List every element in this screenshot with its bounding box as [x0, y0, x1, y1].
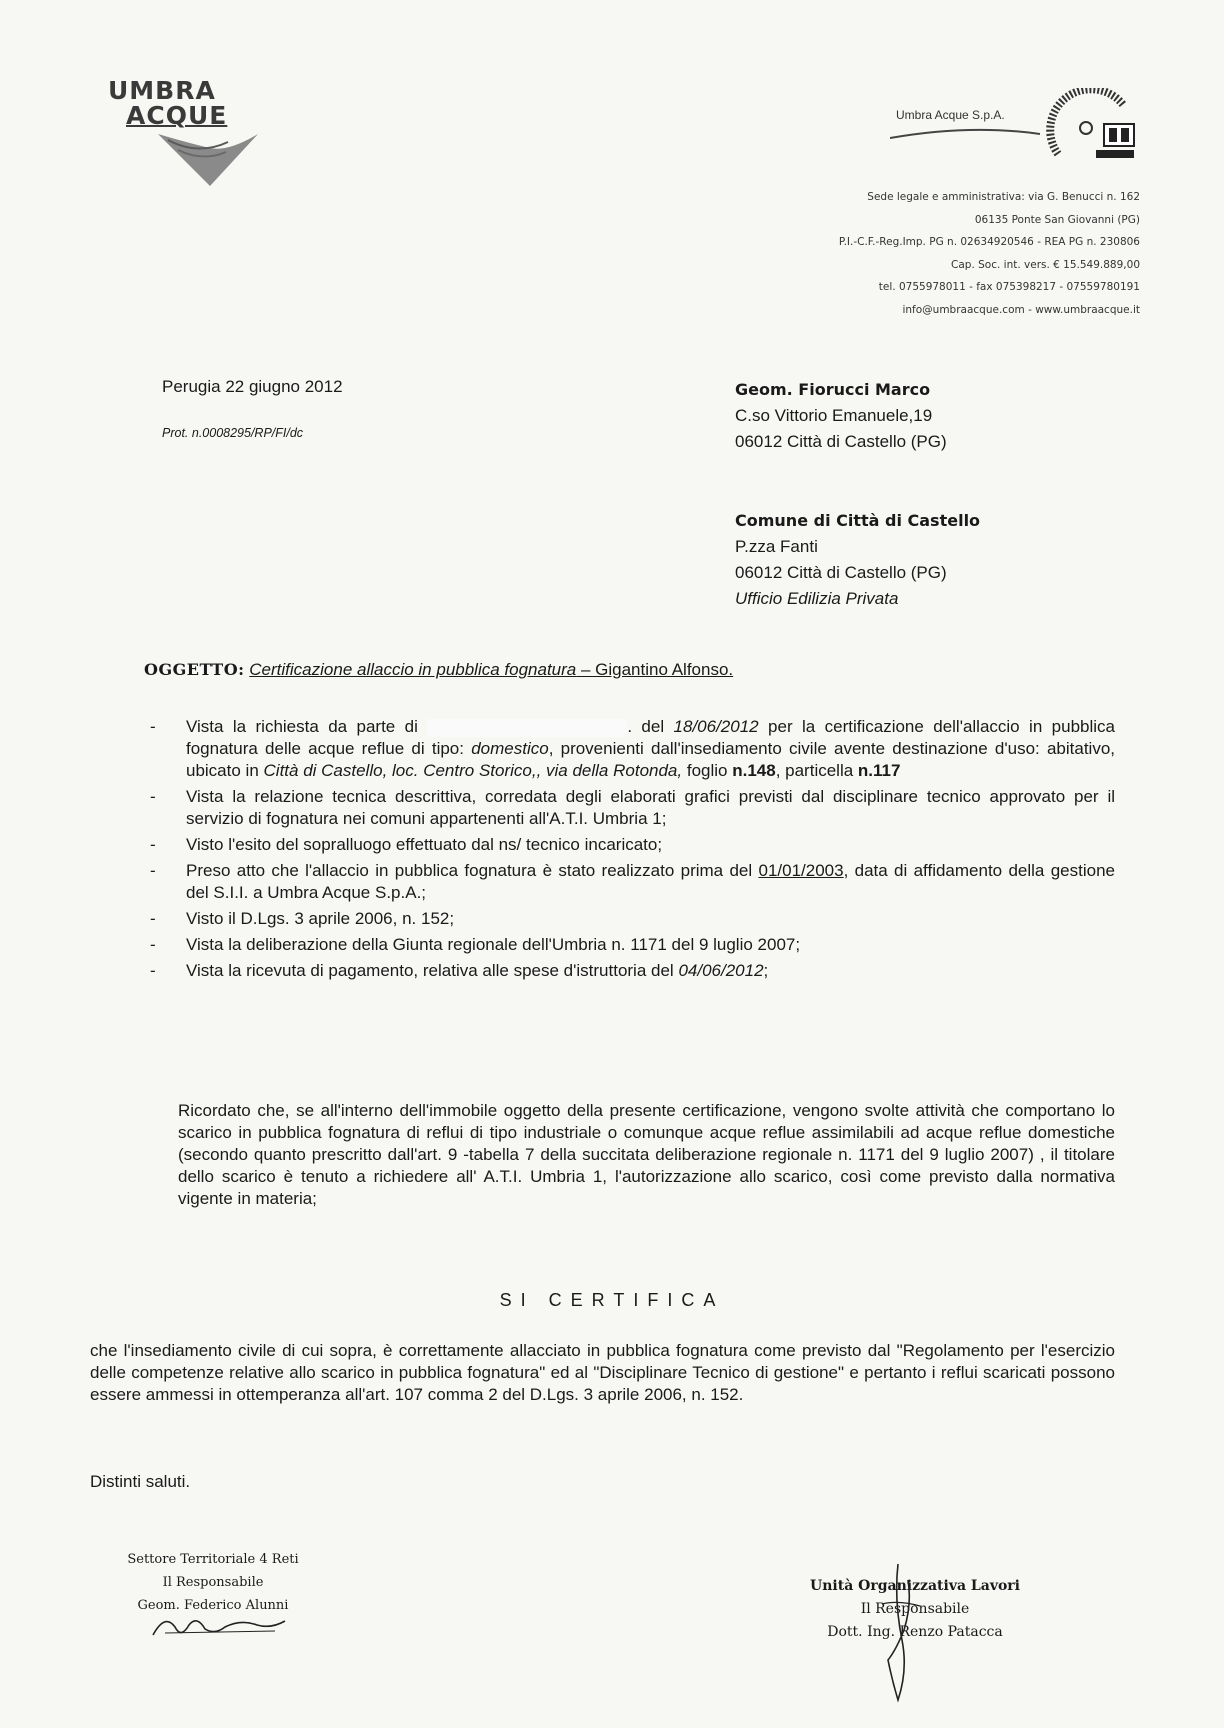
signature-role: Il Responsabile — [162, 1575, 264, 1590]
item-text: Vista la deliberazione della Giunta regionale dell'Umbria n. 1171 del 9 luglio 2007; — [186, 935, 801, 954]
item-text: Vista la richiesta da parte di — [186, 717, 418, 736]
item-text: Visto il D.Lgs. 3 aprile 2006, n. 152; — [186, 909, 455, 928]
request-date: 18/06/2012 — [673, 717, 759, 736]
signature-name: Dott. Ing. Renzo Patacca — [827, 1624, 1003, 1640]
address-line: P.I.-C.F.-Reg.Imp. PG n. 02634920546 - REA PG n. 230806 — [838, 236, 1140, 248]
recipient-city: 06012 Città di Castello (PG) — [735, 563, 947, 582]
subject-name: – Gigantino Alfonso. — [576, 660, 734, 679]
company-address — [839, 186, 1140, 321]
handwritten-signature-left — [145, 1605, 295, 1645]
waste-type: domestico — [471, 739, 549, 758]
subject-text: Certificazione allaccio in pubblica fognatura — [249, 660, 577, 679]
certification-paragraph: che l'insediamento civile di cui sopra, è correttamente allacciato in pubblica fognatura come previsto dal "Regolamento per l'esercizio delle competenze relative allo scarico in pubblica fognatura" ed al "Disciplinare Tecnico di gestione" e pertanto i reflui scaricati possono essere ammessi in ottemperanza all'art. 107 comma 2 del D.Lgs. 3 aprile 2006, n. 152. — [90, 1341, 1115, 1404]
address-line: Cap. Soc. int. vers. € 15.549.889,00 — [951, 258, 1140, 271]
address-line: info@umbraacque.com - www.umbraacque.it — [902, 303, 1140, 316]
ricordato-paragraph: Ricordato che, se all'interno dell'immobile oggetto della presente certificazione, vengono svolte attività che comportano lo scarico in pubblica fognatura di reflui di tipo industriale o comunque acque reflue assimilabili ad acque reflue domestiche (secondo quanto prescritto dall'art. 9 -tabella 7 della succitata deliberazione regionale n. 1171 del 9 luglio 2007) , il titolare dello scarico è tenuto a richiedere all' A.T.I. Umbria 1, l'autorizzazione allo scarico, così come previsto dalla normativa vigente in materia; — [178, 1101, 1115, 1208]
item-text: , data di affidamento della gestione del S.I.I. a Umbra Acque S.p.A.; — [186, 861, 1115, 902]
umbra-acque-logo — [108, 78, 278, 128]
recipient-address: C.so Vittorio Emanuele,19 — [735, 406, 933, 425]
date-reference: 01/01/2003 — [758, 861, 844, 880]
list-item: - Vista la deliberazione della Giunta regionale dell'Umbria n. 1171 del 9 luglio 2007; — [150, 935, 801, 954]
subject-line — [144, 660, 733, 680]
recipient-1 — [735, 377, 947, 455]
payment-date: 04/06/2012 — [678, 961, 764, 980]
logo-line2: ACQUE — [126, 101, 228, 130]
company-name: Umbra Acque S.p.A. — [896, 108, 1005, 122]
certifica-heading: SI CERTIFICA — [499, 1290, 725, 1310]
sheet-number: n.148 — [732, 761, 776, 780]
recipient-name: Comune di Città di Castello — [735, 511, 981, 530]
recipient-name: Geom. Fiorucci Marco — [735, 380, 931, 399]
item-text: Preso atto che l'allaccio in pubblica fognatura è stato realizzato prima del — [186, 861, 753, 880]
subject-label: OGGETTO: — [144, 660, 245, 679]
list-item: - Vista la relazione tecnica descrittiva, corredata degli elaborati grafici previsti dal disciplinare tecnico approvato per il servizio di fognatura nei comuni appartenenti all'A.T.I. Umbria 1; — [150, 787, 1115, 828]
signature-department: Settore Territoriale 4 Reti — [127, 1552, 299, 1567]
address-line: Sede legale e amministrativa: via G. Benucci n. 162 — [867, 191, 1140, 203]
handwritten-signature-right — [868, 1560, 938, 1710]
item-text: , provenienti dall'insediamento civile avente destinazione d'uso: abitativo, ubicato in — [186, 739, 1115, 780]
signature-department: Unità Organizzativa Lavori — [810, 1578, 1020, 1594]
item-text: per la certificazione dell'allaccio in pubblica fognatura delle acque reflue di tipo: — [186, 717, 1115, 758]
item-text: Vista la relazione tecnica descrittiva, corredata degli elaborati grafici previsti dal disciplinare tecnico approvato per il servizio di fognatura nei comuni appartenenti all'A.T.I. Umbria 1; — [186, 787, 1115, 828]
signature-name: Geom. Federico Alunni — [137, 1598, 289, 1613]
list-item: - Preso atto che l'allaccio in pubblica fognatura è stato realizzato prima del 01/01/2003, data di affidamento della gestione del S.I.I. a Umbra Acque S.p.A.; — [150, 861, 1115, 902]
logo-line1: UMBRA — [108, 76, 216, 105]
address-line: tel. 0755978011 - fax 075398217 - 07559780191 — [878, 281, 1140, 293]
item-text: Vista la ricevuta di pagamento, relativa alle spese d'istruttoria del — [186, 961, 674, 980]
recipient-address: P.zza Fanti — [735, 537, 818, 556]
list-item: - Vista la ricevuta di pagamento, relativa alle spese d'istruttoria del 04/06/2012; — [150, 961, 769, 980]
certification-seal-icon — [1046, 88, 1136, 168]
item-text: ; — [763, 961, 769, 980]
item-text: , particella — [775, 761, 854, 780]
closing-greeting: Distinti saluti. — [90, 1472, 191, 1491]
list-item: - Vista la richiesta da parte di . del 18/06/2012 per la certificazione dell'allaccio in pubblica fognatura delle acque reflue di tipo: domestico, provenienti dall'insediamento civile avente destinazione d'uso: abitativo, ubicato in Città di Castello, loc. Centro Storico,, via della Rotonda, foglio n.148, particella n.117 — [150, 717, 1115, 780]
letter-date: Perugia 22 giugno 2012 — [162, 377, 343, 396]
redacted-name — [427, 719, 627, 737]
item-text: . del — [627, 717, 665, 736]
protocol-number: Prot. n.0008295/RP/FI/dc — [162, 426, 304, 440]
signature-role: Il Responsabile — [860, 1601, 970, 1617]
parcel-number: n.117 — [857, 761, 901, 780]
item-text: foglio — [686, 761, 728, 780]
premises-list — [150, 716, 1115, 986]
recipient-city: 06012 Città di Castello (PG) — [735, 432, 947, 451]
logo-wave-icon — [158, 130, 258, 188]
location: Città di Castello, loc. Centro Storico,, via della Rotonda, — [263, 761, 683, 780]
address-line: 06135 Ponte San Giovanni (PG) — [974, 213, 1140, 226]
swoosh-icon — [890, 126, 1040, 140]
list-item: - Visto il D.Lgs. 3 aprile 2006, n. 152; — [150, 909, 455, 928]
recipient-office: Ufficio Edilizia Privata — [735, 589, 899, 608]
list-item: - Visto l'esito del sopralluogo effettuato dal ns/ tecnico incaricato; — [150, 835, 663, 854]
recipient-2 — [735, 508, 980, 612]
item-text: Visto l'esito del sopralluogo effettuato dal ns/ tecnico incaricato; — [186, 835, 663, 854]
